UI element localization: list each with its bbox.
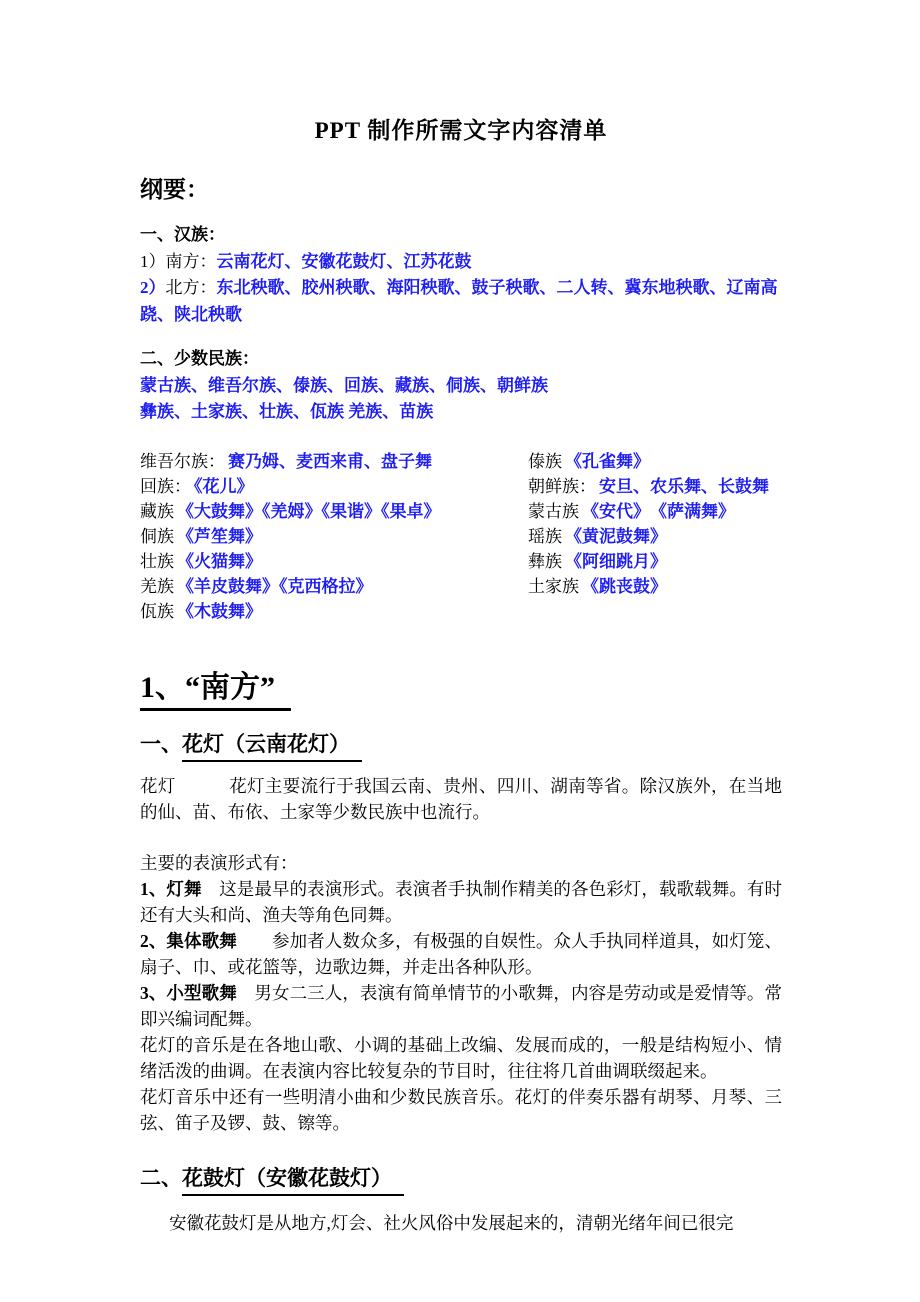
- form-paragraph-3: [140, 980, 782, 1032]
- south-dances: 云南花灯、安徽花鼓灯、江苏花鼓: [216, 251, 472, 271]
- ethnic-label: 傣族: [528, 451, 562, 471]
- forms-heading: 主要的表演形式有：: [140, 852, 298, 873]
- ethnic-label: 瑶族: [528, 526, 562, 546]
- dance-names: 《孔雀舞》: [565, 451, 650, 471]
- dance-entry: [140, 474, 528, 499]
- dance-names: 《黄泥鼓舞》: [565, 526, 667, 546]
- section-heading-text: 1、“南方”: [140, 671, 291, 711]
- table-row: [140, 524, 782, 549]
- music-paragraph-2: 花灯音乐中还有一些明清小曲和少数民族音乐。花灯的伴奏乐器有胡琴、月琴、三弦、笛子及锣、鼓、镲等。: [140, 1086, 782, 1133]
- table-row: [140, 474, 782, 499]
- ethnic-label: 蒙古族: [528, 501, 579, 521]
- ethnic-label: 朝鲜族：: [528, 476, 596, 496]
- dance-entry: [528, 599, 782, 624]
- form-text: 男女二三人，表演有简单情节的小歌舞，内容是劳动或是爱情等。常即兴编词配舞。: [140, 982, 783, 1029]
- dance-entry: [140, 449, 528, 474]
- minority-ethnic-line-1: 蒙古族、维吾尔族、傣族、回族、藏族、侗族、朝鲜族: [140, 375, 548, 395]
- ethnic-label: 土家族: [528, 576, 579, 596]
- dance-entry: [140, 599, 528, 624]
- north-number: 2）: [140, 278, 166, 297]
- dance-entry: [140, 499, 528, 524]
- dance-entry: [528, 499, 782, 524]
- document-title: PPT 制作所需文字内容清单: [314, 118, 608, 143]
- ethnic-label: 羌族: [140, 576, 174, 596]
- huagudeng-paragraph: 安徽花鼓灯是从地方,灯会、社火风俗中发展起来的，清朝光绪年间已很完: [169, 1212, 734, 1233]
- south-line: [140, 249, 782, 276]
- north-line: [140, 275, 782, 328]
- dance-entry: [528, 524, 782, 549]
- dance-names: 《大鼓舞》《羌姆》《果谐》《果卓》: [177, 501, 441, 521]
- table-row: [140, 499, 782, 524]
- ethnic-label: 维吾尔族：: [140, 451, 225, 471]
- dance-entry: [140, 524, 528, 549]
- dance-names: 《安代》 《萨满舞》: [582, 501, 735, 521]
- dance-names: 《阿细跳月》: [565, 551, 667, 571]
- sub-heading-text: 花灯（云南花灯）: [182, 731, 362, 762]
- north-dances: 东北秧歌、胶州秧歌、海阳秧歌、鼓子秧歌、二人转、冀东地秧歌、辽南高跷、陕北秧歌: [140, 278, 778, 324]
- dance-entry: [528, 574, 782, 599]
- table-row: [140, 549, 782, 574]
- dance-entry: [528, 449, 782, 474]
- outline-heading: 纲要：: [140, 177, 209, 202]
- ethnic-label: 壮族: [140, 551, 174, 571]
- form-label: 2、集体歌舞: [140, 930, 237, 951]
- dance-names: 《羊皮鼓舞》《克西格拉》: [177, 576, 373, 596]
- section-heading-south: [140, 671, 782, 711]
- form-text: 这是最早的表演形式。表演者手执制作精美的各色彩灯，载歌载舞。有时还有大头和尚、渔夫等角色同舞。: [140, 878, 783, 925]
- minority-section-label: 二、少数民族：: [140, 349, 259, 368]
- dance-names: 《木鼓舞》: [177, 601, 262, 621]
- table-row: [140, 599, 782, 624]
- ethnic-label: 侗族: [140, 526, 174, 546]
- ethnic-label: 回族：: [140, 476, 191, 496]
- dance-entry: [528, 474, 782, 499]
- dance-names: 赛乃姆、麦西来甫、盘子舞: [228, 451, 432, 471]
- ethnic-dance-table: [140, 449, 782, 624]
- table-row: [140, 449, 782, 474]
- south-prefix: 1）南方：: [140, 251, 217, 271]
- form-label: 1、灯舞: [140, 878, 202, 899]
- dance-names: 《跳丧鼓》: [582, 576, 667, 596]
- dance-entry: [528, 549, 782, 574]
- minority-ethnic-line-2: 彝族、土家族、壮族、佤族 羌族、苗族: [140, 402, 434, 421]
- ethnic-label: 佤族: [140, 601, 174, 621]
- sub-heading-number: 一、: [140, 731, 182, 756]
- ethnic-label: 藏族: [140, 501, 174, 521]
- dance-entry: [140, 574, 528, 599]
- huadeng-intro-paragraph: 花灯 花灯主要流行于我国云南、贵州、四川、湖南等省。除汉族外，在当地的仙、苗、布依、土家等少数民族中也流行。: [140, 775, 782, 822]
- sub-heading-huadeng: [140, 731, 782, 762]
- dance-names: 《芦笙舞》: [177, 526, 262, 546]
- dance-entry: [140, 549, 528, 574]
- table-row: [140, 574, 782, 599]
- dance-names: 安旦、农乐舞、长鼓舞: [599, 476, 769, 496]
- ethnic-label: 彝族: [528, 551, 562, 571]
- sub-heading-number: 二、: [140, 1165, 182, 1190]
- form-text: 参加者人数众多，有极强的自娱性。众人手执同样道具，如灯笼、扇子、巾、或花篮等，边歌边舞，并走出各种队形。: [140, 930, 783, 977]
- sub-heading-huagudeng: [140, 1165, 782, 1196]
- music-paragraph-1: 花灯的音乐是在各地山歌、小调的基础上改编、发展而成的，一般是结构短小、情绪活泼的曲调。在表演内容比较复杂的节目时，往往将几首曲调联缀起来。: [140, 1034, 782, 1081]
- form-paragraph-2: [140, 928, 782, 980]
- dance-names: 《火猫舞》: [177, 551, 262, 571]
- dance-names: 《花儿》: [194, 476, 254, 496]
- han-section-label: 一、汉族：: [140, 225, 225, 244]
- form-paragraph-1: [140, 876, 782, 928]
- north-prefix: 北方：: [165, 278, 217, 297]
- form-label: 3、小型歌舞: [140, 982, 237, 1003]
- sub-heading-text: 花鼓灯（安徽花鼓灯）: [182, 1165, 404, 1196]
